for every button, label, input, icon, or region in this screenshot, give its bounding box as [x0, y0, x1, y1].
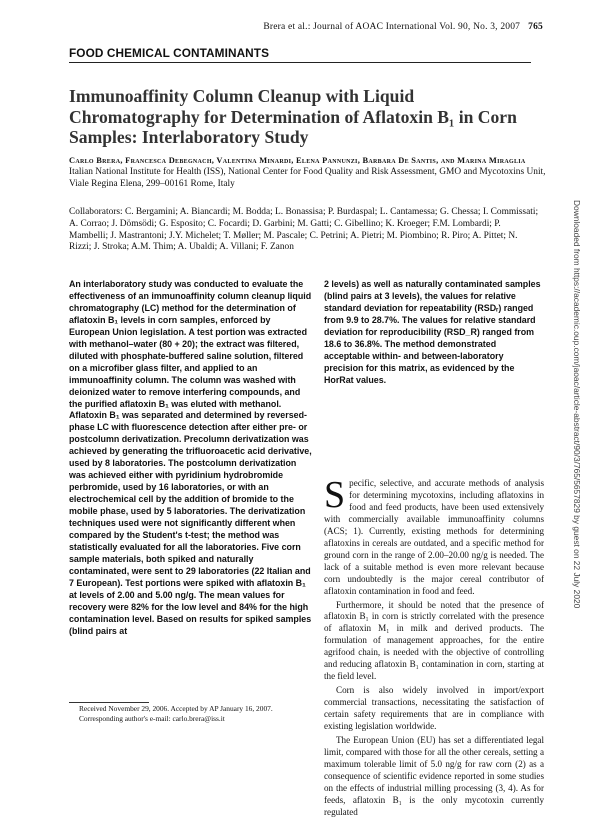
footnote [79, 704, 309, 724]
footnote-divider [69, 702, 149, 703]
body-text [324, 474, 544, 821]
download-watermark [568, 200, 588, 620]
watermark-text: Downloaded from https://academic.oup.com/jaoac/article-abstract/90/3/765/5657829 by guest on 22 July 2020 [572, 200, 582, 609]
received-date: Received November 29, 2006. Accepted by AP January 16, 2007. [79, 704, 273, 713]
body-paragraph: The European Union (EU) has set a differentiated legal limit, compared with those for all the other cereals, setting a maximum tolerable limit of 5.0 ng/g for raw corn (2) as a consequence of scientific evidence reported in some studies on the effects of industrial milling processing (3, 4). As for feeds, aflatoxin B₁ is the only mycotoxin currently regulated [324, 735, 544, 817]
abstract-column-right: 2 levels) as well as naturally contaminated samples (blind pairs at 3 levels), the values for relative standard deviation for repeatability (RSDᵣ) ranged from 9.9 to 28.7%. The values for relative standard deviation for reproducibility (RSD_R) ranged from 18.6 to 36.8%. The method demonstrated acceptable within- and between-laboratory precision for this matrix, as evidenced by the HorRat values. [324, 279, 541, 385]
body-paragraph-text: pecific, selective, and accurate methods of analysis for determining mycotoxins, including aflatoxins in food and feed products, have been used extensively with commercially available immunoaffinity columns (ACS; 1). Currently, existing methods for determining aflatoxins in cereals are outdated, and a specific method for ground corn in the range of 2.00–20.00 ng/g is needed. The lack of a suitable method is even more relevant because corn undoubtedly is the major cereal contributor of aflatoxin contamination in food and feed. [324, 478, 544, 596]
section-label: FOOD CHEMICAL CONTAMINANTS [69, 46, 270, 60]
drop-cap: S [324, 474, 346, 516]
running-head [263, 22, 543, 32]
author-list: Carlo Brera, Francesca Debegnach, Valentina Minardi, Elena Pannunzi, Barbara De Santis, and Marina Miraglia [69, 156, 526, 165]
running-head-text: Brera et al.: Journal of AOAC International Vol. 90, No. 3, 2007 [263, 22, 521, 32]
body-paragraph: Furthermore, it should be noted that the presence of aflatoxin B₁ in corn is strictly correlated with the presence of aflatoxin M₁ in milk and derived products. The formulation of management approaches, for the entire agrifood chain, is needed with the objective of controlling and reducing aflatoxin B₁ contamination in corn, starting at the field level. [324, 599, 544, 682]
body-paragraph [324, 474, 544, 598]
collaborators: Collaborators: C. Bergamini; A. Biancardi; M. Bodda; L. Bonassisa; P. Burdaspal; L. Cantamessa; G. Chessa; I. Commissati; A. Corrao; J. Dömsödi; G. Esposito; C. Focardi; D. Garbini; M. Gatti; C. Gibellino; K. Kroeger; F.M. Lombardi; P. Mambelli; J. Mastrantoni; J.Y. Michelet; T. Møller; M. Pascale; C. Petrini; A. Pietri; M. Piombino; R. Piro; A. Pittet; N. Rizzi; J. Stroka; A.M. Thim; A. Ubaldi; A. Villani; F. Zanon [69, 207, 539, 253]
abstract-column-left: An interlaboratory study was conducted to evaluate the effectiveness of an immunoaffinity column cleanup liquid chromatography (LC) method for the determination of aflatoxin B₁ levels in corn samples, enforced by European Union legislation. A test portion was extracted with methanol–water (80 + 20); the extract was filtered, diluted with phosphate-buffered saline solution, filtered on a microfiber glass filter, and applied to an immunoaffinity column. The column was washed with deionized water to remove interfering compounds, and the purified aflatoxin B₁ was eluted with methanol. Aflatoxin B₁ was separated and determined by reversed-phase LC with fluorescence detection after either pre- or postcolumn derivatization. Precolumn derivatization was achieved by generating the trifluoroacetic acid derivative, used by 8 laboratories. The postcolumn derivatization was achieved either with pyridinium hydrobromide perbromide, used by 16 laboratories, or with an electrochemical cell by the addition of bromide to the mobile phase, used by 5 laboratories. The derivatization techniques used were not significantly different when compared by the Student's t-test; the method was statistically evaluated for all the laboratories. Five corn sample materials, both spiked and naturally contaminated, were sent to 29 laboratories (22 Italian and 7 European). Test portions were spiked with aflatoxin B₁ at levels of 2.00 and 5.00 ng/g. The mean values for recovery were 82% for the low level and 84% for the high contamination level. Based on results for spiked samples (blind pairs at [69, 279, 312, 636]
corresponding-email: Corresponding author's e-mail: carlo.brera@iss.it [79, 713, 225, 723]
page-number: 765 [528, 22, 543, 32]
article-title: Immunoaffinity Column Cleanup with Liquid Chromatography for Determination of Aflatoxin B₁ in Corn Samples: Interlaboratory Study [69, 86, 517, 147]
affiliation: Italian National Institute for Health (ISS), National Center for Food Quality and Risk Assessment, GMO and Mycotoxins Unit, Viale Regina Elena, 299–00161 Rome, Italy [69, 167, 546, 189]
section-divider [69, 62, 531, 63]
body-paragraph: Corn is also widely involved in import/export commercial transactions, necessitating the satisfaction of certain safety requirements that are in compliance with existing legislation worldwide. [324, 685, 544, 732]
